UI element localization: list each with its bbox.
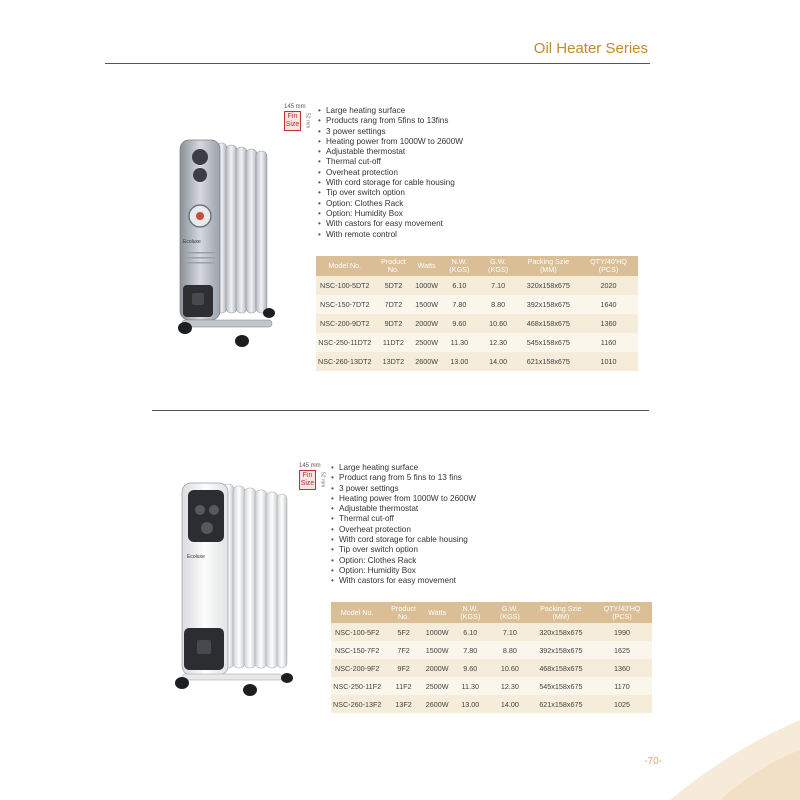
table-cell: 320x158x675 xyxy=(530,623,592,641)
fin-size-measure: 145 mm xyxy=(284,104,306,110)
table-header-cell: Packing Szie (MM) xyxy=(530,602,592,623)
header-divider xyxy=(105,63,650,64)
fin-size-indicator xyxy=(284,104,311,131)
table-cell: 7F2 xyxy=(383,641,423,659)
feature-item: • Overheat protection xyxy=(318,168,463,178)
table-cell: 7.80 xyxy=(451,641,490,659)
table-cell: 10.60 xyxy=(479,314,518,333)
fin-size-side-measure: 52 mm xyxy=(319,472,326,488)
table-header-cell: Product No. xyxy=(374,256,414,276)
fin-size-measure: 145 mm xyxy=(299,463,321,469)
feature-item: • With cord storage for cable housing xyxy=(331,535,476,545)
table-header-cell: Watts xyxy=(413,256,440,276)
table-cell: 1000W xyxy=(413,276,440,295)
table-cell: NSC-100-5F2 xyxy=(331,623,383,641)
table-cell: 320x158x675 xyxy=(518,276,579,295)
table-cell: 9.60 xyxy=(440,314,479,333)
feature-item: • Option: Humidity Box xyxy=(318,209,463,219)
table-cell: 7.10 xyxy=(479,276,518,295)
table-cell: 2600W xyxy=(413,352,440,371)
table-row xyxy=(316,295,638,314)
table-cell: 10.60 xyxy=(490,659,530,677)
table-cell: 2020 xyxy=(579,276,638,295)
table-cell: 545x158x675 xyxy=(518,333,579,352)
table-cell: 9DT2 xyxy=(374,314,414,333)
table-header-cell: N.W. (KGS) xyxy=(451,602,490,623)
table-cell: NSC-150-7F2 xyxy=(331,641,383,659)
table-cell: 1625 xyxy=(592,641,652,659)
table-cell: 621x158x675 xyxy=(518,352,579,371)
table-cell: 1010 xyxy=(579,352,638,371)
feature-item: • With remote control xyxy=(318,230,463,240)
table-cell: 2500W xyxy=(413,333,440,352)
feature-item: • 3 power settings xyxy=(318,127,463,137)
table-cell: NSC-150-7DT2 xyxy=(316,295,374,314)
spec-table xyxy=(316,256,638,371)
table-cell: 5F2 xyxy=(383,623,423,641)
feature-item: • Tip over switch option xyxy=(318,188,463,198)
table-cell: 1360 xyxy=(579,314,638,333)
table-cell: 7.80 xyxy=(440,295,479,314)
table-cell: 392x158x675 xyxy=(530,641,592,659)
table-cell: 2500W xyxy=(424,677,451,695)
table-cell: 13.00 xyxy=(440,352,479,371)
table-cell: 392x158x675 xyxy=(518,295,579,314)
table-row xyxy=(331,677,652,695)
table-header-cell: G.W. (KGS) xyxy=(479,256,518,276)
table-cell: 2000W xyxy=(413,314,440,333)
table-cell: 2000W xyxy=(424,659,451,677)
feature-item: • With cord storage for cable housing xyxy=(318,178,463,188)
spec-table xyxy=(331,602,652,713)
feature-item: • With castors for easy movement xyxy=(318,219,463,229)
table-header-cell: QTY/40'HQ (PCS) xyxy=(579,256,638,276)
table-cell: 1360 xyxy=(592,659,652,677)
table-cell: 9.60 xyxy=(451,659,490,677)
table-cell: NSC-260-13F2 xyxy=(331,695,383,713)
oil-heater-grey-image xyxy=(172,135,292,350)
feature-item: • 3 power settings xyxy=(331,484,476,494)
table-cell: 1640 xyxy=(579,295,638,314)
oil-heater-white-image xyxy=(170,478,300,700)
table-cell: 1000W xyxy=(424,623,451,641)
table-cell: 621x158x675 xyxy=(530,695,592,713)
table-cell: 1500W xyxy=(413,295,440,314)
table-row xyxy=(331,623,652,641)
table-cell: 6.10 xyxy=(451,623,490,641)
table-cell: 14.00 xyxy=(479,352,518,371)
fin-size-indicator xyxy=(299,463,326,490)
table-header-cell: QTY/40'HQ (PCS) xyxy=(592,602,652,623)
table-header-cell: Watts xyxy=(424,602,451,623)
fin-size-side-measure: 52 mm xyxy=(304,113,311,129)
table-row xyxy=(331,641,652,659)
table-cell: NSC-250-11DT2 xyxy=(316,333,374,352)
feature-list xyxy=(318,106,463,240)
table-header-cell: G.W. (KGS) xyxy=(490,602,530,623)
table-cell: 11DT2 xyxy=(374,333,414,352)
table-cell: 12.30 xyxy=(479,333,518,352)
feature-item: • Option: Clothes Rack xyxy=(318,199,463,209)
table-header-cell: Model No. xyxy=(316,256,374,276)
feature-item: • Thermal cut-off xyxy=(318,157,463,167)
table-cell: 545x158x675 xyxy=(530,677,592,695)
table-cell: NSC-200-9F2 xyxy=(331,659,383,677)
table-cell: 7DT2 xyxy=(374,295,414,314)
svg-text:Ecoluxe: Ecoluxe xyxy=(183,239,201,245)
table-cell: 6.10 xyxy=(440,276,479,295)
table-cell: 13DT2 xyxy=(374,352,414,371)
table-row xyxy=(331,695,652,713)
table-row xyxy=(316,333,638,352)
table-header-cell: Packing Szie (MM) xyxy=(518,256,579,276)
table-cell: 1990 xyxy=(592,623,652,641)
table-cell: NSC-250-11F2 xyxy=(331,677,383,695)
feature-item: • Overheat protection xyxy=(331,525,476,535)
table-cell: 11.30 xyxy=(451,677,490,695)
feature-item: • Large heating surface xyxy=(331,463,476,473)
table-cell: NSC-260-13DT2 xyxy=(316,352,374,371)
feature-item: • Thermal cut-off xyxy=(331,514,476,524)
feature-item: • Option: Humidity Box xyxy=(331,566,476,576)
table-cell: NSC-100-5DT2 xyxy=(316,276,374,295)
table-cell: 5DT2 xyxy=(374,276,414,295)
feature-item: • Option: Clothes Rack xyxy=(331,556,476,566)
table-cell: 468x158x675 xyxy=(530,659,592,677)
table-cell: 14.00 xyxy=(490,695,530,713)
feature-item: • Products rang from 5fins to 13fins xyxy=(318,116,463,126)
page-number: -70- xyxy=(644,756,662,767)
table-row xyxy=(316,276,638,295)
table-row xyxy=(316,352,638,371)
table-header-cell: Model No. xyxy=(331,602,383,623)
table-cell: 11F2 xyxy=(383,677,423,695)
page-title: Oil Heater Series xyxy=(533,40,648,57)
table-header-cell: Product No. xyxy=(383,602,423,623)
table-cell: 468x158x675 xyxy=(518,314,579,333)
feature-item: • Large heating surface xyxy=(318,106,463,116)
svg-text:Ecoluxe: Ecoluxe xyxy=(187,554,205,560)
table-cell: 1160 xyxy=(579,333,638,352)
table-cell: 11.30 xyxy=(440,333,479,352)
table-cell: 9F2 xyxy=(383,659,423,677)
table-header-cell: N.W. (KGS) xyxy=(440,256,479,276)
feature-item: • Heating power from 1000W to 2600W xyxy=(331,494,476,504)
feature-item: • Adjustable thermostat xyxy=(331,504,476,514)
table-cell: 1500W xyxy=(424,641,451,659)
feature-item: • Adjustable thermostat xyxy=(318,147,463,157)
table-cell: 1170 xyxy=(592,677,652,695)
fin-size-label: Fin Size xyxy=(284,111,301,131)
table-cell: 1025 xyxy=(592,695,652,713)
fin-size-label: Fin Size xyxy=(299,470,316,490)
table-row xyxy=(331,659,652,677)
feature-item: • Heating power from 1000W to 2600W xyxy=(318,137,463,147)
table-row xyxy=(316,314,638,333)
table-cell: 13.00 xyxy=(451,695,490,713)
table-cell: NSC-200-9DT2 xyxy=(316,314,374,333)
table-cell: 12.30 xyxy=(490,677,530,695)
table-cell: 7.10 xyxy=(490,623,530,641)
table-cell: 13F2 xyxy=(383,695,423,713)
table-cell: 2600W xyxy=(424,695,451,713)
feature-item: • With castors for easy movement xyxy=(331,576,476,586)
table-cell: 8.80 xyxy=(479,295,518,314)
feature-item: • Tip over switch option xyxy=(331,545,476,555)
corner-decoration xyxy=(610,710,800,800)
feature-list xyxy=(331,463,476,587)
table-cell: 8.80 xyxy=(490,641,530,659)
feature-item: • Product rang from 5 fins to 13 fins xyxy=(331,473,476,483)
section-divider xyxy=(152,410,649,411)
